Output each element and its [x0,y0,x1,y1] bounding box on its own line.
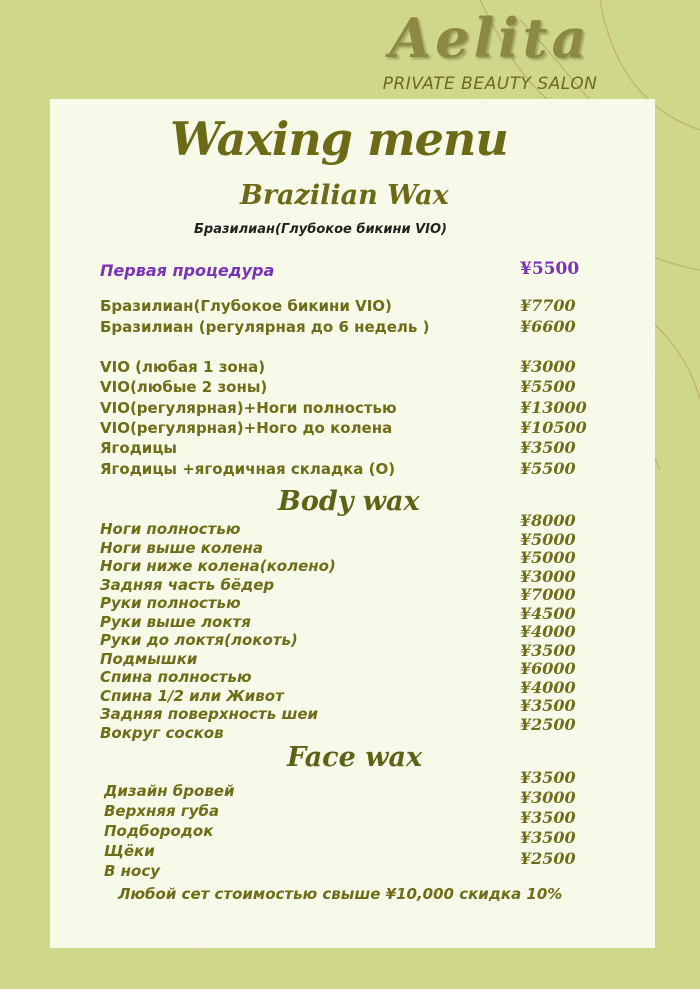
vio-price: ¥10500 [520,418,587,437]
face-item: Щёки [104,842,155,860]
brazilian-caption: Бразилиан(Глубокое бикини VIO) [194,222,447,237]
brazilian-item: Бразилиан(Глубокое бикини VIO) [100,297,392,315]
vio-item: VIO(любые 2 зоны) [100,378,268,396]
vio-price: ¥3500 [520,438,576,457]
body-price: ¥4000 [520,622,576,641]
face-price: ¥2500 [520,849,576,868]
body-price: ¥3000 [520,567,576,586]
body-price: ¥5000 [520,548,576,567]
vio-price: ¥3000 [520,357,576,376]
menu-title: Waxing menu [170,112,508,166]
vio-item: VIO(регулярная)+Ноги полностью [100,399,397,417]
body-item: Задняя поверхность шеи [100,705,319,723]
body-item: Ноги выше колена [100,539,263,557]
body-item: Вокруг сосков [100,724,224,742]
body-wax-title: Body wax [278,486,420,517]
body-price: ¥8000 [520,511,576,530]
body-price: ¥3500 [520,641,576,660]
body-item: Руки выше локтя [100,613,251,631]
body-price: ¥2500 [520,715,576,734]
discount-note: Любой сет стоимостью свыше ¥10,000 скидка 10% [118,885,563,903]
body-item: Спина полностью [100,668,252,686]
body-price: ¥3500 [520,696,576,715]
brand-subtitle: PRIVATE BEAUTY SALON [382,74,598,94]
brazilian-item: Бразилиан (регулярная до 6 недель ) [100,318,430,336]
vio-price: ¥5500 [520,377,576,396]
face-item: В носу [104,862,160,880]
body-item: Руки до локтя(локоть) [100,631,298,649]
face-item: Верхняя губа [104,802,220,820]
first-procedure-label: Первая процедура [100,261,275,280]
face-item: Подбородок [104,822,214,840]
body-price: ¥4000 [520,678,576,697]
face-price: ¥3000 [520,788,576,807]
body-item: Ноги ниже колена(колено) [100,557,336,575]
first-procedure-price: ¥5500 [520,259,580,279]
brand-name: Aelita [389,6,591,70]
vio-item: VIO (любая 1 зона) [100,358,266,376]
vio-item: VIO(регулярная)+Ного до колена [100,419,393,437]
body-item: Спина 1/2 или Живот [100,687,284,705]
brand-logo [360,6,620,94]
body-item: Руки полностью [100,594,241,612]
brazilian-title: Brazilian Wax [240,180,449,211]
brazilian-price: ¥7700 [520,296,576,315]
face-price: ¥3500 [520,828,576,847]
body-price: ¥4500 [520,604,576,623]
vio-price: ¥5500 [520,459,576,478]
body-item: Подмышки [100,650,198,668]
vio-item: Ягодицы [100,439,177,457]
brazilian-price: ¥6600 [520,317,576,336]
face-price: ¥3500 [520,768,576,787]
body-price: ¥6000 [520,659,576,678]
face-item: Дизайн бровей [104,782,235,800]
body-item: Задняя часть бёдер [100,576,275,594]
vio-item: Ягодицы +ягодичная складка (O) [100,460,396,478]
face-price: ¥3500 [520,808,576,827]
body-price: ¥7000 [520,585,576,604]
body-price: ¥5000 [520,530,576,549]
face-wax-title: Face wax [287,742,423,773]
body-item: Ноги полностью [100,520,241,538]
vio-price: ¥13000 [520,398,587,417]
